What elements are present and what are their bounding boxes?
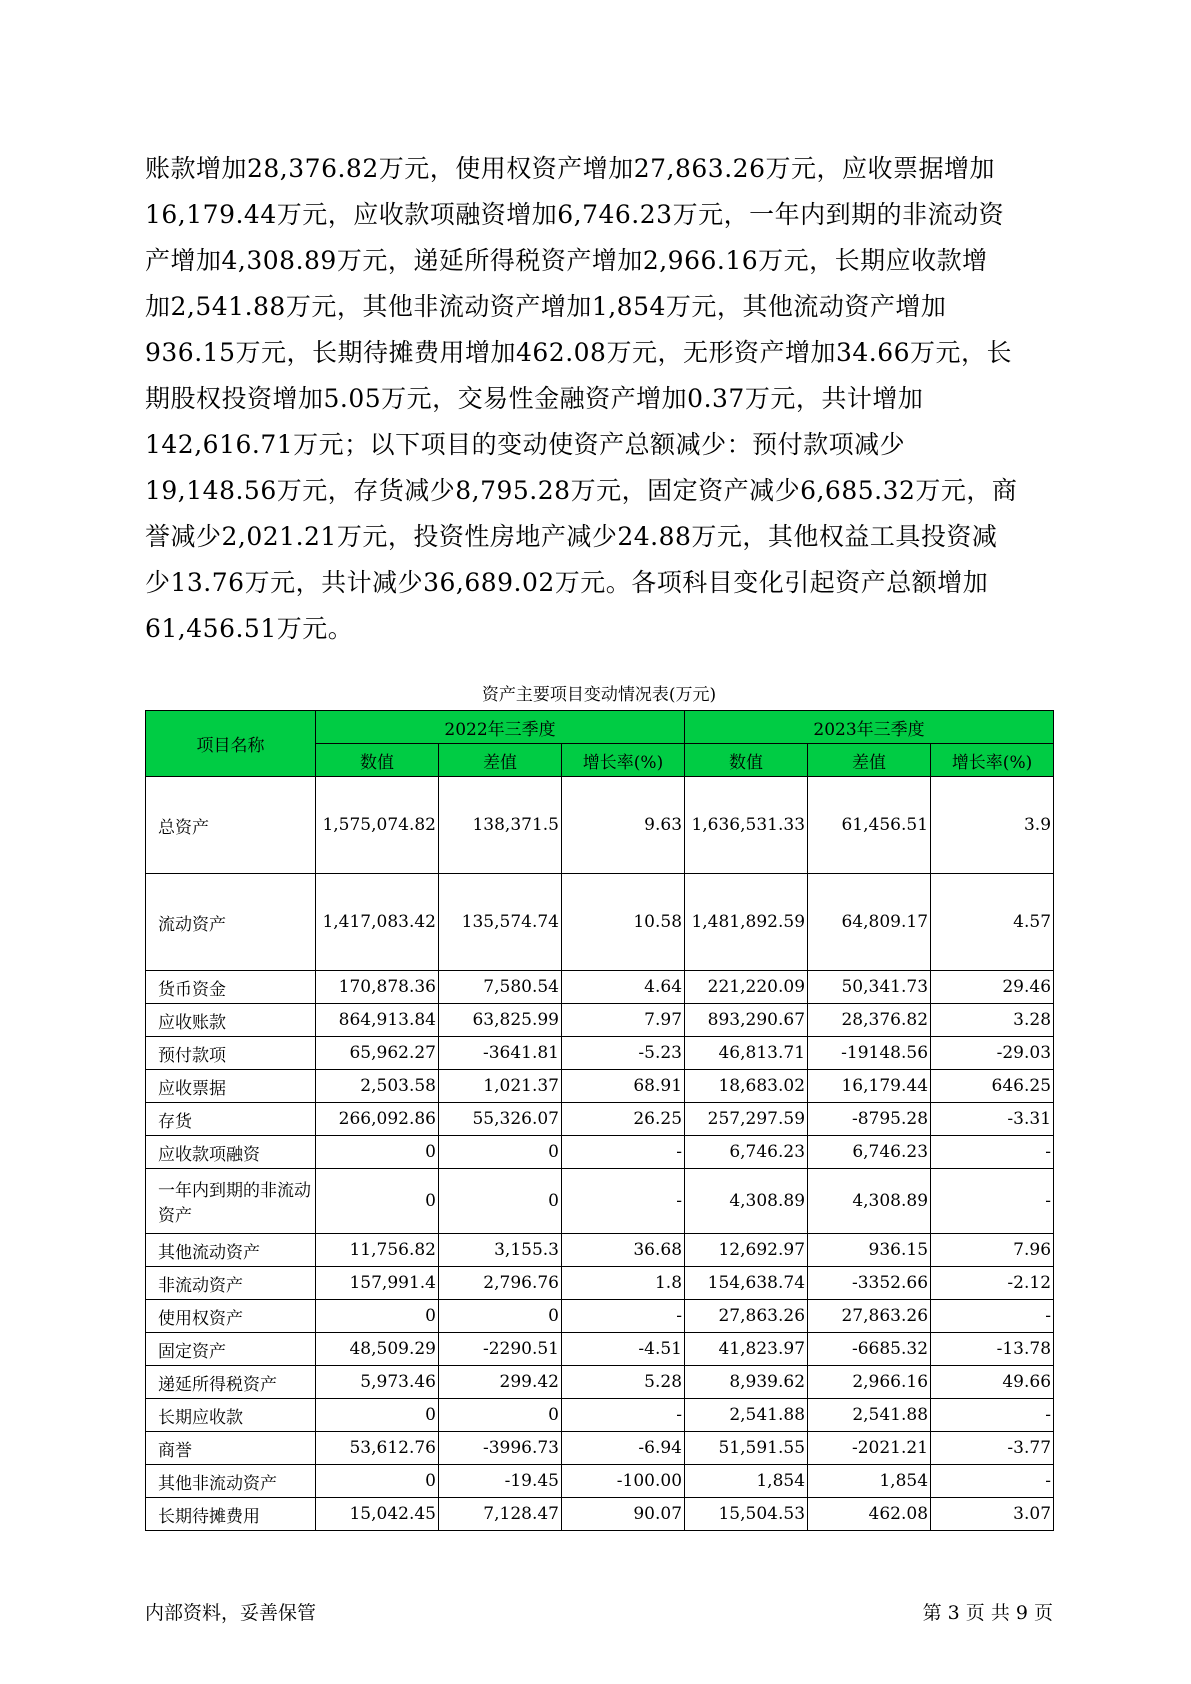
row-cell: 646.25 (931, 1070, 1054, 1103)
table-row (146, 1103, 1054, 1136)
row-cell: 893,290.67 (685, 1004, 808, 1037)
row-cell: 266,092.86 (316, 1103, 439, 1136)
table-row (146, 1004, 1054, 1037)
row-cell: 7.97 (562, 1004, 685, 1037)
row-cell: 3,155.3 (439, 1234, 562, 1267)
row-cell: 0 (316, 1136, 439, 1169)
row-cell: 5.28 (562, 1366, 685, 1399)
header-diff: 差值 (808, 744, 931, 777)
row-cell: 1,575,074.82 (316, 777, 439, 874)
row-cell: 1,417,083.42 (316, 874, 439, 971)
table-row (146, 1234, 1054, 1267)
row-cell: 11,756.82 (316, 1234, 439, 1267)
row-cell: 15,042.45 (316, 1498, 439, 1531)
row-cell: 7,580.54 (439, 971, 562, 1004)
row-item-name: 应收账款 (146, 1004, 316, 1037)
row-item-name: 一年内到期的非流动资产 (146, 1169, 316, 1234)
header-item-name: 项目名称 (146, 711, 316, 777)
asset-change-table (145, 710, 1054, 1531)
row-cell: 1,854 (685, 1465, 808, 1498)
row-cell: 2,966.16 (808, 1366, 931, 1399)
footer-page-number: 第 3 页 共 9 页 (922, 1602, 1053, 1624)
row-cell: -3996.73 (439, 1432, 562, 1465)
row-cell: -19148.56 (808, 1037, 931, 1070)
row-cell: 0 (316, 1300, 439, 1333)
row-item-name: 应收票据 (146, 1070, 316, 1103)
table-row (146, 1037, 1054, 1070)
row-cell: 2,541.88 (685, 1399, 808, 1432)
table-row (146, 1333, 1054, 1366)
table-row (146, 971, 1054, 1004)
row-item-name: 其他流动资产 (146, 1234, 316, 1267)
table-row (146, 874, 1054, 971)
row-cell: -19.45 (439, 1465, 562, 1498)
row-cell: 27,863.26 (808, 1300, 931, 1333)
header-growth: 增长率(%) (931, 744, 1054, 777)
row-cell: 46,813.71 (685, 1037, 808, 1070)
row-cell: -3.77 (931, 1432, 1054, 1465)
row-cell: 170,878.36 (316, 971, 439, 1004)
row-cell: - (562, 1399, 685, 1432)
row-cell: 48,509.29 (316, 1333, 439, 1366)
row-cell: 68.91 (562, 1070, 685, 1103)
row-cell: 53,612.76 (316, 1432, 439, 1465)
paragraph-line: 期股权投资增加5.05万元，交易性金融资产增加0.37万元，共计增加 (145, 384, 924, 413)
row-cell: -2290.51 (439, 1333, 562, 1366)
row-item-name: 商誉 (146, 1432, 316, 1465)
row-cell: - (931, 1300, 1054, 1333)
table-row (146, 1498, 1054, 1531)
row-cell: - (931, 1399, 1054, 1432)
row-cell: -2021.21 (808, 1432, 931, 1465)
paragraph-line: 936.15万元，长期待摊费用增加462.08万元，无形资产增加34.66万元，长 (145, 338, 1013, 367)
row-cell: 4.57 (931, 874, 1054, 971)
row-cell: 7.96 (931, 1234, 1054, 1267)
row-cell: 1.8 (562, 1267, 685, 1300)
row-cell: 3.28 (931, 1004, 1054, 1037)
row-cell: 9.63 (562, 777, 685, 874)
row-item-name: 流动资产 (146, 874, 316, 971)
row-cell: 257,297.59 (685, 1103, 808, 1136)
row-cell: 1,854 (808, 1465, 931, 1498)
row-cell: 4,308.89 (808, 1169, 931, 1234)
row-item-name: 非流动资产 (146, 1267, 316, 1300)
row-cell: 4,308.89 (685, 1169, 808, 1234)
paragraph-line: 账款增加28,376.82万元，使用权资产增加27,863.26万元，应收票据增加 (145, 154, 995, 183)
row-cell: 26.25 (562, 1103, 685, 1136)
row-cell: -4.51 (562, 1333, 685, 1366)
row-cell: 936.15 (808, 1234, 931, 1267)
row-item-name: 固定资产 (146, 1333, 316, 1366)
row-item-name: 总资产 (146, 777, 316, 874)
row-cell: -2.12 (931, 1267, 1054, 1300)
table-row (146, 1465, 1054, 1498)
header-value: 数值 (316, 744, 439, 777)
row-cell: 15,504.53 (685, 1498, 808, 1531)
row-cell: 18,683.02 (685, 1070, 808, 1103)
row-cell: 90.07 (562, 1498, 685, 1531)
header-diff: 差值 (439, 744, 562, 777)
row-cell: -100.00 (562, 1465, 685, 1498)
row-cell: 2,541.88 (808, 1399, 931, 1432)
row-cell: 1,481,892.59 (685, 874, 808, 971)
row-cell: 3.9 (931, 777, 1054, 874)
row-cell: 5,973.46 (316, 1366, 439, 1399)
row-cell: 64,809.17 (808, 874, 931, 971)
row-cell: 1,021.37 (439, 1070, 562, 1103)
row-cell: 41,823.97 (685, 1333, 808, 1366)
row-cell: 0 (316, 1169, 439, 1234)
row-cell: -3.31 (931, 1103, 1054, 1136)
row-item-name: 预付款项 (146, 1037, 316, 1070)
row-cell: 0 (439, 1169, 562, 1234)
paragraph-line: 61,456.51万元。 (145, 614, 354, 643)
row-cell: - (562, 1300, 685, 1333)
row-cell: -6.94 (562, 1432, 685, 1465)
row-item-name: 其他非流动资产 (146, 1465, 316, 1498)
row-cell: -8795.28 (808, 1103, 931, 1136)
paragraph-line: 加2,541.88万元，其他非流动资产增加1,854万元，其他流动资产增加 (145, 292, 947, 321)
paragraph-line: 产增加4,308.89万元，递延所得税资产增加2,966.16万元，长期应收款增 (145, 246, 988, 275)
row-cell: -29.03 (931, 1037, 1054, 1070)
row-cell: - (562, 1169, 685, 1234)
row-cell: 27,863.26 (685, 1300, 808, 1333)
paragraph-line: 誉减少2,021.21万元，投资性房地产减少24.88万元，其他权益工具投资减 (145, 522, 998, 551)
row-cell: 2,796.76 (439, 1267, 562, 1300)
row-cell: 28,376.82 (808, 1004, 931, 1037)
row-cell: -13.78 (931, 1333, 1054, 1366)
row-cell: 864,913.84 (316, 1004, 439, 1037)
row-item-name: 长期应收款 (146, 1399, 316, 1432)
row-cell: 221,220.09 (685, 971, 808, 1004)
row-item-name: 使用权资产 (146, 1300, 316, 1333)
row-cell: 0 (439, 1399, 562, 1432)
row-cell: 36.68 (562, 1234, 685, 1267)
row-cell: 4.64 (562, 971, 685, 1004)
row-cell: 8,939.62 (685, 1366, 808, 1399)
row-cell: -5.23 (562, 1037, 685, 1070)
row-cell: 51,591.55 (685, 1432, 808, 1465)
row-cell: 63,825.99 (439, 1004, 562, 1037)
row-cell: 6,746.23 (808, 1136, 931, 1169)
row-cell: 138,371.5 (439, 777, 562, 874)
row-cell: 135,574.74 (439, 874, 562, 971)
table-row (146, 1432, 1054, 1465)
row-cell: -3641.81 (439, 1037, 562, 1070)
row-cell: -6685.32 (808, 1333, 931, 1366)
table-row (146, 1267, 1054, 1300)
table-caption: 资产主要项目变动情况表(万元) (481, 685, 717, 705)
row-cell: - (931, 1169, 1054, 1234)
table-row (146, 1070, 1054, 1103)
row-item-name: 递延所得税资产 (146, 1366, 316, 1399)
row-cell: 16,179.44 (808, 1070, 931, 1103)
paragraph-line: 19,148.56万元，存货减少8,795.28万元，固定资产减少6,685.32万元，商 (145, 476, 1018, 505)
paragraph-line: 142,616.71万元；以下项目的变动使资产总额减少：预付款项减少 (145, 430, 906, 459)
row-cell: 0 (439, 1136, 562, 1169)
row-cell: -3352.66 (808, 1267, 931, 1300)
row-item-name: 存货 (146, 1103, 316, 1136)
row-cell: 61,456.51 (808, 777, 931, 874)
table-row (146, 1136, 1054, 1169)
table-row (146, 1300, 1054, 1333)
table-row (146, 1399, 1054, 1432)
row-cell: 65,962.27 (316, 1037, 439, 1070)
row-cell: 157,991.4 (316, 1267, 439, 1300)
row-cell: 2,503.58 (316, 1070, 439, 1103)
row-cell: 29.46 (931, 971, 1054, 1004)
paragraph-line: 16,179.44万元，应收款项融资增加6,746.23万元，一年内到期的非流动资 (145, 200, 1005, 229)
table-row (146, 1169, 1054, 1234)
row-cell: 3.07 (931, 1498, 1054, 1531)
row-cell: 154,638.74 (685, 1267, 808, 1300)
row-cell: 12,692.97 (685, 1234, 808, 1267)
row-cell: 299.42 (439, 1366, 562, 1399)
table-body (146, 777, 1054, 1531)
header-period-2023: 2023年三季度 (685, 711, 1054, 744)
header-value: 数值 (685, 744, 808, 777)
row-cell: 50,341.73 (808, 971, 931, 1004)
table-row (146, 1366, 1054, 1399)
paragraph-line: 少13.76万元，共计减少36,689.02万元。各项科目变化引起资产总额增加 (145, 568, 989, 597)
row-cell: 10.58 (562, 874, 685, 971)
row-cell: - (931, 1465, 1054, 1498)
row-item-name: 货币资金 (146, 971, 316, 1004)
row-item-name: 应收款项融资 (146, 1136, 316, 1169)
row-cell: 49.66 (931, 1366, 1054, 1399)
footer-confidential: 内部资料，妥善保管 (145, 1602, 317, 1624)
header-period-2022: 2022年三季度 (316, 711, 685, 744)
row-cell: 1,636,531.33 (685, 777, 808, 874)
row-cell: 462.08 (808, 1498, 931, 1531)
row-cell: 6,746.23 (685, 1136, 808, 1169)
row-item-name: 长期待摊费用 (146, 1498, 316, 1531)
row-cell: - (931, 1136, 1054, 1169)
table-row (146, 777, 1054, 874)
row-cell: 0 (316, 1465, 439, 1498)
row-cell: 0 (316, 1399, 439, 1432)
body-paragraph (145, 146, 1055, 652)
header-growth: 增长率(%) (562, 744, 685, 777)
row-cell: 55,326.07 (439, 1103, 562, 1136)
row-cell: 7,128.47 (439, 1498, 562, 1531)
row-cell: - (562, 1136, 685, 1169)
row-cell: 0 (439, 1300, 562, 1333)
